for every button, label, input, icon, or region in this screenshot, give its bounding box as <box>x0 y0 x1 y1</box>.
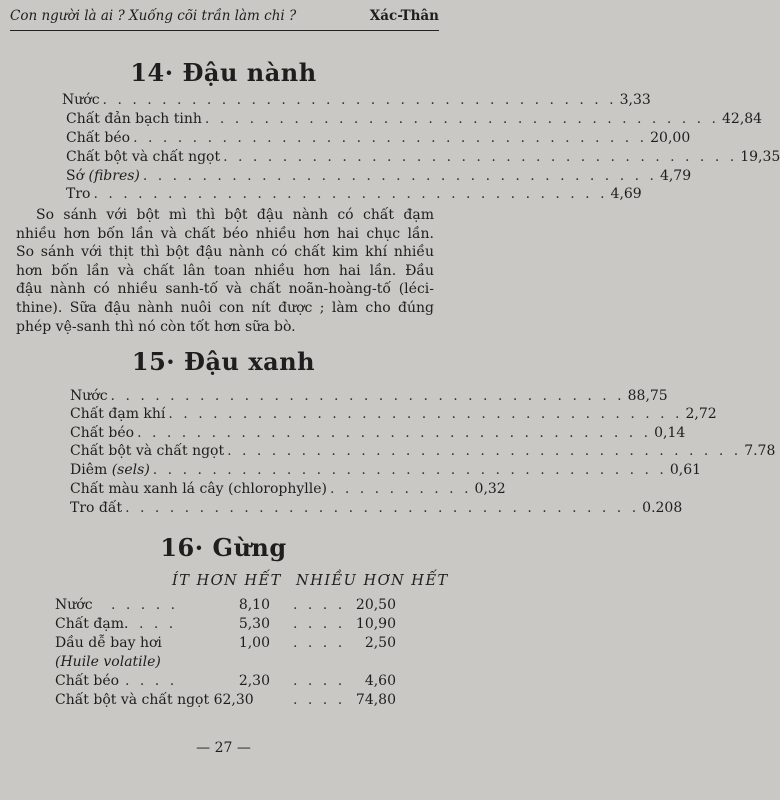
leader-dots: . . . . . . . . . . . . . . . . . . . . . . . . . . . . . . . . . . . <box>152 462 667 478</box>
nutrient-value: 4,69 <box>610 186 642 202</box>
ginger-row <box>55 597 415 616</box>
nutrient-label: Tro <box>66 186 91 202</box>
paragraph-line: phép vệ-sanh thì nó còn tốt hơn sữa bò. <box>16 318 296 335</box>
leader-dots: . . . . . . . . . . . . . . . . . . . . . . . . . . . . . . . . . . . <box>137 425 652 441</box>
leader-dots: . . . . . . . . . . . . . . . . . . . . . . . . . . . . . . . . . . . <box>168 406 683 422</box>
paragraph-line: So sánh với thịt thì bột đậu nành có chất kim khí nhiều <box>16 244 434 261</box>
leader-dots: . . . . . . . . . . . . . . . . . . . . . . . . . . . . . . . . . . . <box>227 443 742 459</box>
nutrient-value: 42,84 <box>722 111 763 127</box>
nutrient-label: Diêm (sels) <box>70 462 150 478</box>
nutrient-row <box>70 500 683 519</box>
section-title-mung-bean: 15· Đậu xanh <box>131 347 316 376</box>
nutrient-label: Nước <box>62 92 100 108</box>
nutrient-value: 0,32 <box>474 481 506 497</box>
nutrient-value: 0.208 <box>642 500 683 516</box>
nutrient-row <box>66 130 691 149</box>
soybean-paragraph <box>16 206 434 336</box>
ginger-row <box>55 616 415 635</box>
nutrient-label: Chất đạm khí <box>70 406 166 422</box>
ginger-row <box>55 692 415 711</box>
nutrient-value: 7.78 <box>744 443 776 459</box>
leader-dots: . . . . . <box>111 597 179 613</box>
max-value: 4,60 <box>364 673 396 689</box>
nutrient-value: 0,14 <box>654 425 686 441</box>
leader-dots: . . . . . . . . . . . . . . . . . . . . . . . . . . . . . . . . . . . <box>93 186 608 202</box>
nutrient-row <box>70 388 668 407</box>
leader-dots: . . . . <box>293 692 346 708</box>
nutrient-label: Chất đản bạch tinh <box>66 111 202 127</box>
nutrient-value: 19,35 <box>740 149 780 165</box>
nutrient-row <box>66 186 642 205</box>
ginger-row <box>55 635 415 654</box>
nutrient-label: Chất màu xanh lá cây (chlorophylle) <box>70 481 327 497</box>
nutrient-value: 4,79 <box>659 168 692 184</box>
nutrient-value: 3,33 <box>619 92 651 108</box>
nutrient-row <box>70 462 702 481</box>
nutrient-label: (Huile volatile) <box>55 654 161 670</box>
nutrient-label: Chất đạm. <box>55 616 129 632</box>
leader-dots: . . . . . . . . . . . . . . . . . . . . . . . . . . . . . . . . . . . <box>102 92 617 108</box>
leader-dots: . . . . <box>293 616 346 632</box>
nutrient-label: Chất béo <box>66 130 131 146</box>
paragraph-line: đậu nành có nhiều sanh-tố và chất noãn-hoàng-tố (léci- <box>16 281 434 298</box>
max-value: 2,50 <box>364 635 396 651</box>
leader-dots: . . . . . . . . . . . . . . . . . . . . . . . . . . . . . . . . . . . <box>125 500 640 516</box>
column-header-max: NHIỀU HƠN HẾT <box>296 573 449 589</box>
nutrient-row <box>66 168 692 187</box>
ginger-row <box>55 654 415 673</box>
leader-dots: . . . . . . . . . . . . . . . . . . . . . . . . . . . . . . . . . . . <box>223 149 738 165</box>
paragraph-line: thine). Sữa đậu nành nuôi con nít được ; làm cho đúng <box>16 299 434 316</box>
leader-dots: . . . . . . . . . . . . . . . . . . . . . . . . . . . . . . . . . . . <box>204 111 719 127</box>
section-title-soybean: 14· Đậu nành <box>130 58 317 87</box>
leader-dots: . . . . <box>125 673 178 689</box>
running-header <box>10 8 439 31</box>
max-value: 74,80 <box>355 692 396 708</box>
nutrient-row <box>62 92 651 111</box>
nutrient-row <box>70 481 506 500</box>
nutrient-row <box>70 425 686 444</box>
nutrient-label: Chất bột và chất ngọt <box>66 149 221 165</box>
nutrient-label: Chất bột và chất ngọt 62,30 <box>55 692 254 708</box>
nutrient-value: 0,61 <box>669 462 702 478</box>
header-title: Con người là ai ? Xuống cõi trần làm chi ? <box>10 8 297 24</box>
paragraph-line: nhiều hơn bốn lần và chất béo nhiều hơn hai chục lần. <box>16 225 434 242</box>
max-value: 20,50 <box>355 597 396 613</box>
nutrient-row <box>66 149 780 168</box>
nutrient-label: Nước <box>55 597 93 613</box>
min-value: 2,30 <box>238 673 270 689</box>
nutrient-label: Chất bột và chất ngọt <box>70 443 225 459</box>
ginger-row <box>55 673 415 692</box>
leader-dots: . . . . . . . . . . . . . . . . . . . . . . . . . . . . . . . . . . . <box>110 388 625 404</box>
nutrient-value: 2,72 <box>685 406 717 422</box>
nutrient-row <box>70 406 717 425</box>
leader-dots: . . . . <box>293 635 346 651</box>
leader-dots: . . . . <box>293 597 346 613</box>
nutrient-label: Nước <box>70 388 108 404</box>
nutrient-row <box>66 111 763 130</box>
nutrient-label: Tro đất <box>70 500 123 516</box>
nutrient-label: Chất béo <box>55 673 120 689</box>
leader-dots: . . . . . . . . . . . . . . . . . . . . . . . . . . . . . . . . . . . <box>133 130 648 146</box>
min-value: 1,00 <box>238 635 270 651</box>
header-chapter: Xác-Thân <box>369 8 439 24</box>
leader-dots: . . . . <box>293 673 346 689</box>
section-title-ginger: 16· Gừng <box>160 533 287 562</box>
nutrient-value: 20,00 <box>650 130 691 146</box>
nutrient-label: Dầu dễ bay hơi <box>55 635 162 651</box>
leader-dots: . . . <box>139 616 177 632</box>
leader-dots: . . . . . . . . . . <box>329 481 472 497</box>
paragraph-line: hơn bốn lần và chất lân toan nhiều hơn hai lần. Đầu <box>16 262 434 279</box>
nutrient-label: Chất béo <box>70 425 135 441</box>
paragraph-line: So sánh với bột mì thì bột đậu nành có chất đạm <box>36 207 434 223</box>
leader-dots: . . . . . . . . . . . . . . . . . . . . . . . . . . . . . . . . . . . <box>142 168 657 184</box>
nutrient-row <box>70 443 776 462</box>
max-value: 10,90 <box>355 616 396 632</box>
nutrient-label: Sớ (fibres) <box>66 168 140 184</box>
min-value: 8,10 <box>238 597 270 613</box>
page-number: — 27 — <box>196 740 251 756</box>
min-value: 5,30 <box>238 616 270 632</box>
column-header-min: ÍT HƠN HẾT <box>172 573 282 589</box>
nutrient-value: 88,75 <box>627 388 668 404</box>
